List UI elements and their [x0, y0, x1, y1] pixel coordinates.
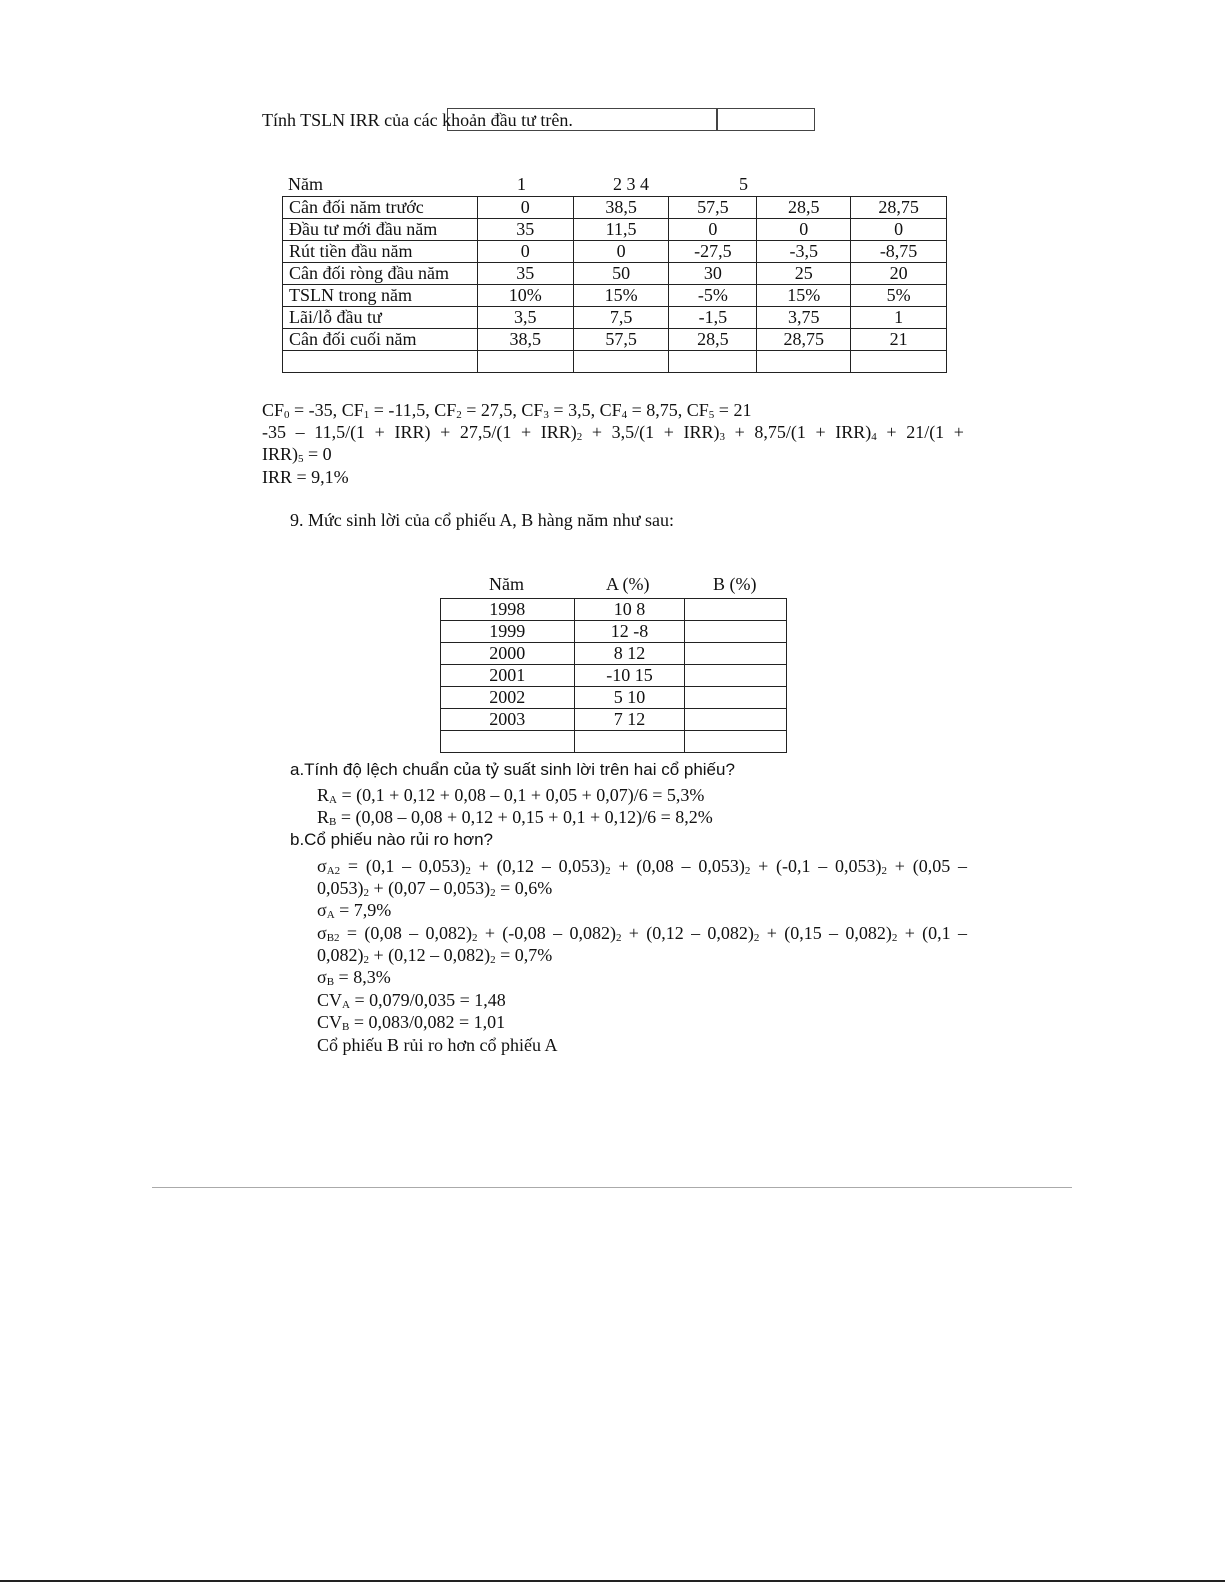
table-row — [441, 687, 787, 709]
table-cell: 0 — [669, 219, 757, 241]
table-cell: 12 -8 — [574, 621, 685, 643]
table-row — [441, 665, 787, 687]
table-row — [283, 197, 947, 219]
std-dev-a: σA = 7,9% — [317, 900, 392, 921]
table-cell: 35 — [477, 263, 573, 285]
table-cell: 50 — [573, 263, 669, 285]
table2-header-a: A (%) — [606, 574, 650, 594]
table-row — [283, 263, 947, 285]
table-cell: 7 12 — [574, 709, 685, 731]
table1-header-234: 2 3 4 — [613, 174, 649, 194]
table-cell: 1998 — [441, 599, 575, 621]
conclusion: Cổ phiếu B rủi ro hơn cổ phiếu A — [317, 1035, 558, 1055]
table1-header-1: 1 — [517, 174, 526, 194]
table-row — [283, 285, 947, 307]
table-cell: 28,75 — [851, 197, 947, 219]
table-cell — [441, 731, 575, 753]
table-cell: 0 — [757, 219, 851, 241]
table-cell: 5 10 — [574, 687, 685, 709]
table-cell: 3,5 — [477, 307, 573, 329]
question-9: 9. Mức sinh lời của cổ phiếu A, B hàng năm như sau: — [290, 510, 674, 530]
table-row — [441, 621, 787, 643]
table-row — [283, 219, 947, 241]
table-cell: 0 — [851, 219, 947, 241]
mean-return-b: RB = (0,08 – 0,08 + 0,12 + 0,15 + 0,1 + 0,12)/6 = 8,2% — [317, 807, 713, 828]
table-cell: -8,75 — [851, 241, 947, 263]
cv-a: CVA = 0,079/0,035 = 1,48 — [317, 990, 506, 1011]
table-cell: 0 — [573, 241, 669, 263]
table-cell: 20 — [851, 263, 947, 285]
table-cell: 1 — [851, 307, 947, 329]
table-cell: Rút tiền đầu năm — [283, 241, 478, 263]
table-cell: 0 — [477, 241, 573, 263]
table-cell — [685, 687, 787, 709]
page-bottom-edge — [0, 1580, 1225, 1582]
table-cell: Cân đối năm trước — [283, 197, 478, 219]
stock-returns-table — [440, 598, 787, 753]
table-cell: 7,5 — [573, 307, 669, 329]
table-row — [283, 241, 947, 263]
text-box-frame-right — [717, 108, 815, 131]
question-a: a.Tính độ lệch chuẩn của tỷ suất sinh lời trên hai cổ phiếu? — [290, 760, 735, 779]
table-cell: 11,5 — [573, 219, 669, 241]
intro-text: Tính TSLN IRR của các khoản đầu tư trên. — [262, 110, 573, 130]
table-cell: 38,5 — [573, 197, 669, 219]
variance-b-line1: σB2 = (0,08 – 0,082)2 + (-0,08 – 0,082)2 + (0,12 – 0,082)2 + (0,15 – 0,082)2 + (0,1 – — [317, 923, 967, 944]
table-cell — [283, 351, 478, 373]
table-cell — [685, 709, 787, 731]
table1-header-year: Năm — [288, 174, 323, 194]
table-cell: 38,5 — [477, 329, 573, 351]
table-cell — [573, 351, 669, 373]
table-cell: 5% — [851, 285, 947, 307]
table-row — [283, 307, 947, 329]
table-cell: 1999 — [441, 621, 575, 643]
investment-table — [282, 196, 947, 373]
table-cell — [669, 351, 757, 373]
table-cell — [851, 351, 947, 373]
std-dev-b: σB = 8,3% — [317, 967, 391, 988]
table-cell: 3,75 — [757, 307, 851, 329]
table-cell: -5% — [669, 285, 757, 307]
table-cell: 15% — [757, 285, 851, 307]
table-cell: -27,5 — [669, 241, 757, 263]
table-cell: 28,75 — [757, 329, 851, 351]
table-cell — [685, 665, 787, 687]
table-cell — [685, 599, 787, 621]
irr-equation-line2: IRR)5 = 0 — [262, 444, 332, 465]
table-cell: 2000 — [441, 643, 575, 665]
table-cell: 35 — [477, 219, 573, 241]
table-cell: Đầu tư mới đầu năm — [283, 219, 478, 241]
table2-header-year: Năm — [489, 574, 524, 594]
table-cell: 28,5 — [669, 329, 757, 351]
table-row — [283, 329, 947, 351]
table2-header-b: B (%) — [713, 574, 757, 594]
table-cell — [757, 351, 851, 373]
table-cell: 57,5 — [573, 329, 669, 351]
table-cell: Cân đối ròng đầu năm — [283, 263, 478, 285]
variance-b-line2: 0,082)2 + (0,12 – 0,082)2 = 0,7% — [317, 945, 553, 966]
table-cell: 8 12 — [574, 643, 685, 665]
cv-b: CVB = 0,083/0,082 = 1,01 — [317, 1012, 506, 1033]
irr-result: IRR = 9,1% — [262, 467, 349, 487]
table-cell — [685, 643, 787, 665]
table-cell — [685, 731, 787, 753]
table-row — [283, 351, 947, 373]
question-b: b.Cổ phiếu nào rủi ro hơn? — [290, 830, 494, 849]
cash-flow-line: CF0 = -35, CF1 = -11,5, CF2 = 27,5, CF3 = 3,5, CF4 = 8,75, CF5 = 21 — [262, 400, 752, 421]
mean-return-a: RA = (0,1 + 0,12 + 0,08 – 0,1 + 0,05 + 0,07)/6 = 5,3% — [317, 785, 705, 806]
table-cell: 15% — [573, 285, 669, 307]
table-cell: 28,5 — [757, 197, 851, 219]
table-cell: 25 — [757, 263, 851, 285]
table-row — [441, 709, 787, 731]
table-cell: TSLN trong năm — [283, 285, 478, 307]
table-row — [441, 599, 787, 621]
table-cell: Lãi/lỗ đầu tư — [283, 307, 478, 329]
table-cell — [477, 351, 573, 373]
table-cell: 57,5 — [669, 197, 757, 219]
table-cell: 0 — [477, 197, 573, 219]
table-row — [441, 731, 787, 753]
table-cell: 30 — [669, 263, 757, 285]
table-cell: -1,5 — [669, 307, 757, 329]
table-cell: -3,5 — [757, 241, 851, 263]
table-cell: 21 — [851, 329, 947, 351]
table-cell: 10% — [477, 285, 573, 307]
page-divider — [152, 1187, 1072, 1188]
table-cell: 10 8 — [574, 599, 685, 621]
table-cell: 2001 — [441, 665, 575, 687]
table-cell: 2003 — [441, 709, 575, 731]
table1-header-5: 5 — [739, 174, 748, 194]
table-cell — [574, 731, 685, 753]
table-cell: 2002 — [441, 687, 575, 709]
table-cell: Cân đối cuối năm — [283, 329, 478, 351]
table-cell: -10 15 — [574, 665, 685, 687]
table-row — [441, 643, 787, 665]
irr-equation-line1: -35 – 11,5/(1 + IRR) + 27,5/(1 + IRR)2 + 3,5/(1 + IRR)3 + 8,75/(1 + IRR)4 + 21/(1 + — [262, 422, 964, 443]
variance-a-line1: σA2 = (0,1 – 0,053)2 + (0,12 – 0,053)2 + (0,08 – 0,053)2 + (-0,1 – 0,053)2 + (0,05 – — [317, 856, 967, 877]
variance-a-line2: 0,053)2 + (0,07 – 0,053)2 = 0,6% — [317, 878, 553, 899]
table-cell — [685, 621, 787, 643]
